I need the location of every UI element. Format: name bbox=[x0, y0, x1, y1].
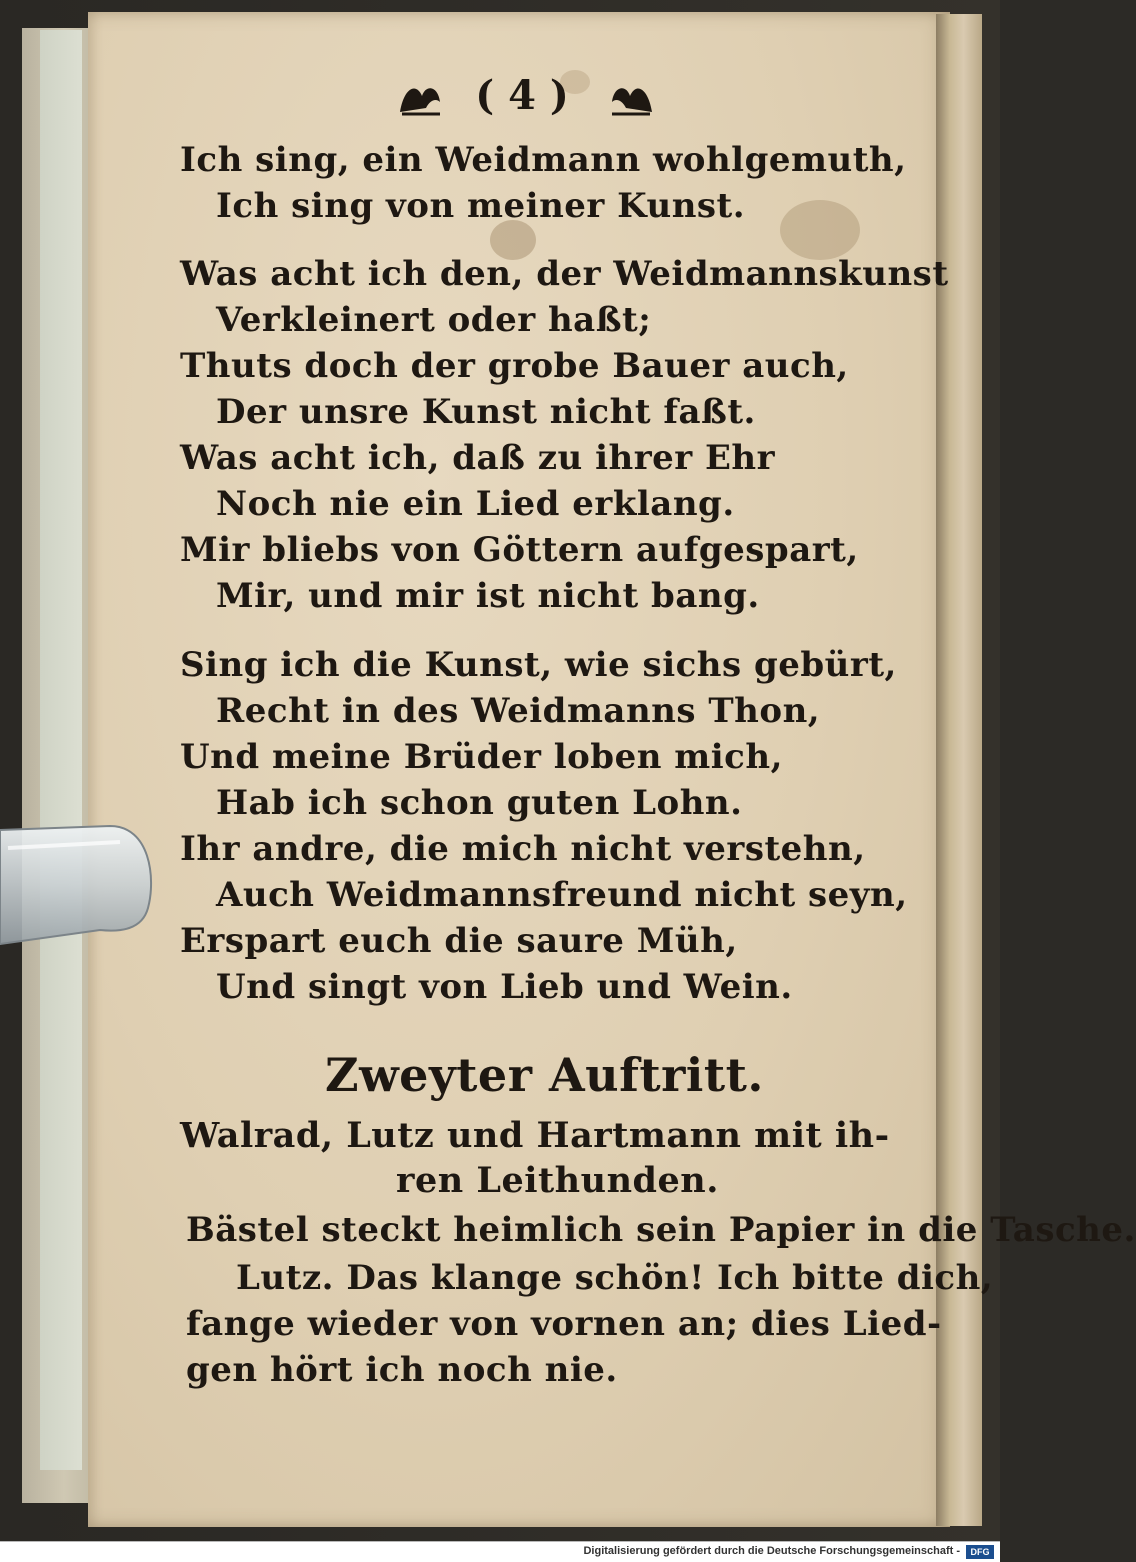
scene-title: Zweyter Auftritt. bbox=[325, 1048, 764, 1102]
verse-line: Mir bliebs von Göttern aufgespart, bbox=[180, 530, 859, 570]
verse-line: Noch nie ein Lied erklang. bbox=[216, 484, 735, 524]
dfg-logo: DFG bbox=[966, 1545, 994, 1559]
verse-line: Und singt von Lieb und Wein. bbox=[216, 967, 793, 1007]
fleuron-left-icon bbox=[396, 78, 444, 118]
verse-line: Erspart euch die saure Müh, bbox=[180, 921, 738, 961]
footer-bar bbox=[0, 1541, 1000, 1562]
dialogue-first-line bbox=[236, 1258, 993, 1298]
fleuron-right-icon bbox=[608, 78, 656, 118]
dialogue-line: gen hört ich noch nie. bbox=[186, 1350, 618, 1390]
verse-line: Was acht ich, daß zu ihrer Ehr bbox=[180, 438, 776, 478]
verse-line: Auch Weidmannsfreund nicht seyn, bbox=[216, 875, 908, 915]
dialogue-text: Das klange schön! Ich bitte dich, bbox=[346, 1258, 994, 1298]
verse-line: Recht in des Weidmanns Thon, bbox=[216, 691, 821, 731]
page-holder-clip bbox=[0, 818, 155, 948]
cast-line: ren Leithunden. bbox=[396, 1160, 719, 1201]
cast-line: Walrad, Lutz und Hartmann mit ih- bbox=[180, 1115, 890, 1156]
verse-line: Ich sing von meiner Kunst. bbox=[216, 186, 746, 226]
verse-line: Ich sing, ein Weidmann wohlgemuth, bbox=[180, 140, 907, 180]
speaker-name: Lutz. bbox=[236, 1258, 334, 1298]
page-number: ( 4 ) bbox=[475, 72, 569, 119]
stage-direction: Bästel steckt heimlich sein Papier in die Tasche. bbox=[186, 1210, 1136, 1250]
verse-line: Verkleinert oder haßt; bbox=[216, 300, 652, 340]
dialogue-line: fange wieder von vornen an; dies Lied- bbox=[186, 1304, 942, 1344]
page-header bbox=[396, 70, 666, 130]
verse-line: Sing ich die Kunst, wie sichs gebürt, bbox=[180, 645, 897, 685]
verse-line: Was acht ich den, der Weidmannskunst bbox=[180, 254, 949, 294]
verse-line: Ihr andre, die mich nicht verstehn, bbox=[180, 829, 866, 869]
verse-line: Der unsre Kunst nicht faßt. bbox=[216, 392, 756, 432]
verse-line: Thuts doch der grobe Bauer auch, bbox=[180, 346, 849, 386]
verse-line: Hab ich schon guten Lohn. bbox=[216, 783, 743, 823]
verse-line: Mir, und mir ist nicht bang. bbox=[216, 576, 760, 616]
footer-credit: Digitalisierung gefördert durch die Deutsche Forschungsgemeinschaft - bbox=[583, 1545, 960, 1557]
verse-line: Und meine Brüder loben mich, bbox=[180, 737, 783, 777]
